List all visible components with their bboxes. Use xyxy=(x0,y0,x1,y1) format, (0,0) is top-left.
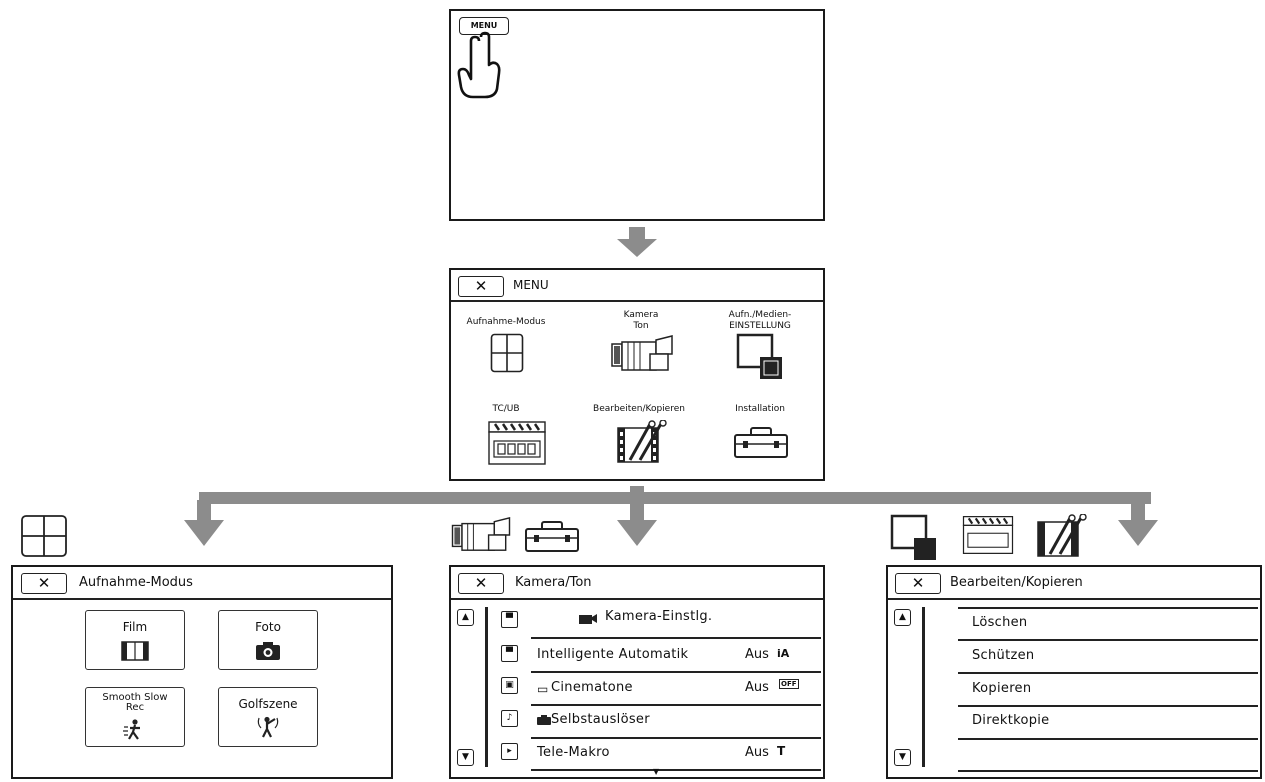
edit-film-icon xyxy=(1036,514,1090,558)
list-item-kopieren[interactable]: Kopieren xyxy=(972,681,1032,696)
close-button[interactable]: ✕ xyxy=(895,573,941,594)
media-icon xyxy=(890,514,940,562)
photo-camera-icon xyxy=(255,641,281,661)
row-value: Aus xyxy=(745,745,769,760)
list-item-schutzen[interactable]: Schützen xyxy=(972,648,1035,663)
row-value: Aus xyxy=(745,647,769,662)
row-divider xyxy=(958,607,1258,609)
scrollbar-track[interactable] xyxy=(922,607,925,767)
slow-motion-icon xyxy=(122,719,148,741)
panel-title: Aufnahme-Modus xyxy=(79,575,193,590)
list-item-loschen[interactable]: Löschen xyxy=(972,615,1028,630)
scroll-down-button[interactable]: ▼ xyxy=(457,749,474,766)
panel-bearbeiten-kopieren xyxy=(886,565,1262,779)
menu-item-tcub-label: TC/UB xyxy=(492,404,520,414)
playback-icon: ▸ xyxy=(501,743,518,760)
film-button[interactable] xyxy=(85,610,185,670)
camera-icon[interactable] xyxy=(610,334,674,374)
menu-item-aufnahme-modus-label: Aufnahme-Modus xyxy=(466,317,546,327)
close-button[interactable]: ✕ xyxy=(458,573,504,594)
menu-button[interactable]: MENU xyxy=(459,17,509,35)
scrollbar-track[interactable] xyxy=(485,607,488,767)
off-badge: OFF xyxy=(781,680,797,688)
section-header: Kamera-Einstlg. xyxy=(605,609,713,624)
menu-item-media-label: Aufn./Medien- EINSTELLUNG xyxy=(728,310,792,331)
screen-title: MENU xyxy=(513,278,549,292)
camera-settings-icon: ▀ xyxy=(501,645,518,662)
photo-camera-icon xyxy=(537,715,551,725)
media-icon[interactable] xyxy=(736,333,786,381)
row-divider xyxy=(531,769,821,771)
edit-film-icon[interactable] xyxy=(616,420,670,464)
list-item-direktkopie[interactable]: Direktkopie xyxy=(972,713,1050,728)
title-divider xyxy=(888,598,1260,600)
row-divider xyxy=(531,671,821,673)
title-divider xyxy=(451,300,823,302)
scroll-down-button[interactable]: ▼ xyxy=(894,749,911,766)
title-divider xyxy=(13,598,391,600)
film-strip-icon xyxy=(121,641,149,661)
audio-note-icon: ♪ xyxy=(501,710,518,727)
list-item-cinematone[interactable]: Cinematone xyxy=(551,680,633,695)
scroll-up-button[interactable]: ▲ xyxy=(457,609,474,626)
branch-connector xyxy=(199,492,1151,504)
golfszene-button[interactable] xyxy=(218,687,318,747)
camera-settings-icon: ▀ xyxy=(501,611,518,628)
row-divider xyxy=(958,672,1258,674)
menu-item-installation-label: Installation xyxy=(735,404,785,414)
grid-icon xyxy=(20,514,70,558)
down-arrow-icon xyxy=(184,500,224,546)
close-button[interactable]: ✕ xyxy=(21,573,67,594)
ia-badge: iA xyxy=(777,647,790,660)
more-below-indicator: ▼ xyxy=(653,767,660,776)
golfszene-label: Golfszene xyxy=(238,697,298,711)
grid-icon[interactable] xyxy=(490,333,524,373)
image-settings-icon: ▣ xyxy=(501,677,518,694)
smooth-slow-rec-label: Smooth Slow Rec xyxy=(102,692,168,713)
timecode-icon[interactable] xyxy=(485,420,549,466)
title-divider xyxy=(451,598,823,600)
camera-icon xyxy=(579,613,597,624)
down-arrow-icon xyxy=(1118,500,1158,546)
pointing-hand-icon xyxy=(455,31,505,101)
screen-touch-menu xyxy=(449,9,825,221)
menu-item-kamera-label: Kamera Ton xyxy=(623,310,659,331)
row-divider xyxy=(958,705,1258,707)
row-value: Aus xyxy=(745,680,769,695)
scroll-up-button[interactable]: ▲ xyxy=(894,609,911,626)
panel-title: Kamera/Ton xyxy=(515,575,592,590)
cinematone-icon: ▭ xyxy=(537,682,549,696)
foto-button[interactable] xyxy=(218,610,318,670)
panel-kamera-ton xyxy=(449,565,825,779)
down-arrow-icon xyxy=(617,500,657,546)
screen-menu xyxy=(449,268,825,481)
smooth-slow-rec-button[interactable] xyxy=(85,687,185,747)
list-item-selbstausloser[interactable]: Selbstauslöser xyxy=(551,712,650,727)
film-label: Film xyxy=(122,620,148,634)
golf-swing-icon xyxy=(255,716,281,738)
tele-macro-badge: T xyxy=(777,744,786,758)
toolbox-icon[interactable] xyxy=(733,426,789,460)
row-divider xyxy=(531,637,821,639)
close-button[interactable]: ✕ xyxy=(458,276,504,297)
row-divider xyxy=(531,704,821,706)
panel-aufnahme-modus xyxy=(11,565,393,779)
row-divider xyxy=(958,639,1258,641)
row-divider xyxy=(958,770,1258,772)
row-divider xyxy=(958,738,1258,740)
camera-icon xyxy=(450,516,512,554)
foto-label: Foto xyxy=(255,620,281,634)
menu-item-bearbeiten-label: Bearbeiten/Kopieren xyxy=(593,404,685,414)
row-divider xyxy=(531,737,821,739)
list-item-intelligente-automatik[interactable]: Intelligente Automatik xyxy=(537,647,689,662)
toolbox-icon xyxy=(524,520,580,554)
down-arrow-icon xyxy=(617,227,657,257)
timecode-icon xyxy=(960,514,1016,556)
list-item-tele-makro[interactable]: Tele-Makro xyxy=(537,745,610,760)
panel-title: Bearbeiten/Kopieren xyxy=(950,575,1083,590)
